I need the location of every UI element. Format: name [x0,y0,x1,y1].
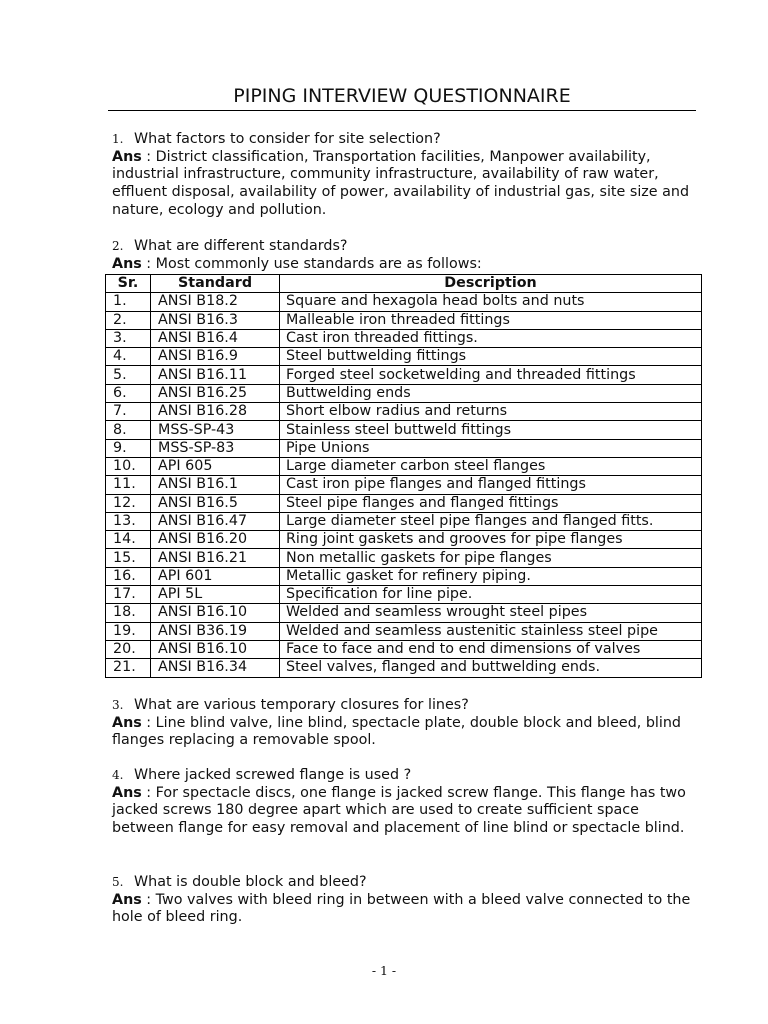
cell-description: Ring joint gaskets and grooves for pipe flanges [280,531,702,549]
title-underline [108,110,696,111]
question-text: What factors to consider for site selection? [134,131,441,147]
cell-description: Non metallic gaskets for pipe flanges [280,549,702,567]
cell-sr: 21. [106,659,151,677]
cell-standard: ANSI B16.21 [151,549,280,567]
cell-standard: ANSI B16.47 [151,512,280,530]
standards-table [105,274,702,678]
cell-sr: 15. [106,549,151,567]
page-title: PIPING INTERVIEW QUESTIONNAIRE [233,85,571,107]
cell-description: Pipe Unions [280,439,702,457]
table-row [106,293,702,311]
cell-sr: 2. [106,311,151,329]
header-standard: Standard [151,275,280,293]
question-text: What are various temporary closures for lines? [134,697,469,713]
cell-sr: 1. [106,293,151,311]
cell-description: Metallic gasket for refinery piping. [280,567,702,585]
header-description: Description [280,275,702,293]
cell-sr: 3. [106,329,151,347]
cell-standard: API 5L [151,586,280,604]
cell-sr: 7. [106,403,151,421]
cell-sr: 14. [106,531,151,549]
answer-body: : Line blind valve, line blind, spectacle plate, double block and bleed, blind flanges replacing a removable spool. [112,714,682,749]
question-1 [112,131,704,220]
cell-sr: 19. [106,622,151,640]
cell-sr: 10. [106,457,151,475]
cell-standard: ANSI B16.5 [151,494,280,512]
cell-standard: MSS-SP-43 [151,421,280,439]
table-row [106,421,702,439]
question-number: 4. [112,768,124,782]
table-row [106,439,702,457]
question-number: 5. [112,875,124,889]
answer-text [112,256,704,274]
question-text: What are different standards? [134,238,348,254]
table-row [106,348,702,366]
answer-text [112,149,704,220]
question-text: What is double block and bleed? [134,874,367,890]
page-number: - 1 - [371,963,397,978]
table-row [106,403,702,421]
cell-description: Welded and seamless wrought steel pipes [280,604,702,622]
cell-sr: 11. [106,476,151,494]
table-body [106,293,702,677]
cell-sr: 12. [106,494,151,512]
table-row [106,512,702,530]
table-row [106,640,702,658]
cell-standard: ANSI B16.25 [151,384,280,402]
answer-body: : District classification, Transportation facilities, Manpower availability, industrial infrastructure, community infrastructure, availability of raw water, effluent disposal, availability of power, availability of industrial gas, site size and nature, ecology and pollution. [112,148,690,218]
table-row [106,531,702,549]
question-number: 3. [112,698,124,712]
cell-description: Steel pipe flanges and flanged fittings [280,494,702,512]
cell-standard: MSS-SP-83 [151,439,280,457]
cell-standard: ANSI B16.20 [151,531,280,549]
table-row [106,311,702,329]
cell-sr: 9. [106,439,151,457]
cell-description: Malleable iron threaded fittings [280,311,702,329]
cell-standard: ANSI B36.19 [151,622,280,640]
cell-sr: 8. [106,421,151,439]
answer-label: Ans [112,714,142,731]
cell-description: Large diameter carbon steel flanges [280,457,702,475]
cell-description: Cast iron threaded fittings. [280,329,702,347]
cell-sr: 16. [106,567,151,585]
question-number: 2. [112,239,124,253]
table-row [106,384,702,402]
cell-standard: ANSI B16.10 [151,604,280,622]
answer-label: Ans [112,891,142,908]
cell-sr: 18. [106,604,151,622]
table-row [106,586,702,604]
header-sr: Sr. [106,275,151,293]
cell-standard: ANSI B16.28 [151,403,280,421]
cell-sr: 13. [106,512,151,530]
cell-description: Buttwelding ends [280,384,702,402]
table-row [106,604,702,622]
answer-body: : Two valves with bleed ring in between with a bleed valve connected to the hole of bleed ring. [112,891,691,926]
cell-standard: API 601 [151,567,280,585]
cell-description: Square and hexagola head bolts and nuts [280,293,702,311]
cell-description: Stainless steel buttweld fittings [280,421,702,439]
answer-text [112,785,704,838]
table-row [106,476,702,494]
answer-label: Ans [112,255,142,272]
table-row [106,366,702,384]
table-row [106,659,702,677]
cell-standard: ANSI B16.9 [151,348,280,366]
cell-standard: ANSI B16.11 [151,366,280,384]
cell-standard: ANSI B18.2 [151,293,280,311]
cell-standard: ANSI B16.10 [151,640,280,658]
cell-sr: 5. [106,366,151,384]
cell-standard: ANSI B16.3 [151,311,280,329]
cell-description: Short elbow radius and returns [280,403,702,421]
cell-description: Forged steel socketwelding and threaded fittings [280,366,702,384]
cell-standard: ANSI B16.1 [151,476,280,494]
question-4 [112,767,704,838]
table-row [106,329,702,347]
answer-label: Ans [112,784,142,801]
answer-text [112,715,704,750]
cell-description: Welded and seamless austenitic stainless steel pipe [280,622,702,640]
question-text: Where jacked screwed flange is used ? [134,767,412,783]
cell-description: Face to face and end to end dimensions of valves [280,640,702,658]
question-5 [112,874,704,927]
cell-description: Specification for line pipe. [280,586,702,604]
cell-sr: 20. [106,640,151,658]
cell-sr: 17. [106,586,151,604]
table-row [106,494,702,512]
question-number: 1. [112,132,124,146]
cell-description: Large diameter steel pipe flanges and flanged fitts. [280,512,702,530]
cell-description: Steel buttwelding fittings [280,348,702,366]
cell-standard: ANSI B16.34 [151,659,280,677]
cell-standard: API 605 [151,457,280,475]
table-row [106,457,702,475]
answer-body: : Most commonly use standards are as follows: [141,255,482,272]
table-row [106,567,702,585]
cell-standard: ANSI B16.4 [151,329,280,347]
table-row [106,549,702,567]
cell-sr: 6. [106,384,151,402]
cell-description: Steel valves, flanged and buttwelding ends. [280,659,702,677]
table-header-row [106,275,702,293]
answer-body: : For spectacle discs, one flange is jacked screw flange. This flange has two jacked screws 180 degree apart which are used to create sufficient space between flange for easy removal and placement of line blind or spectacle blind. [112,784,686,837]
question-3 [112,697,704,750]
cell-sr: 4. [106,348,151,366]
answer-text [112,892,704,927]
question-2 [112,238,704,273]
cell-description: Cast iron pipe flanges and flanged fittings [280,476,702,494]
table-row [106,622,702,640]
answer-label: Ans [112,148,142,165]
